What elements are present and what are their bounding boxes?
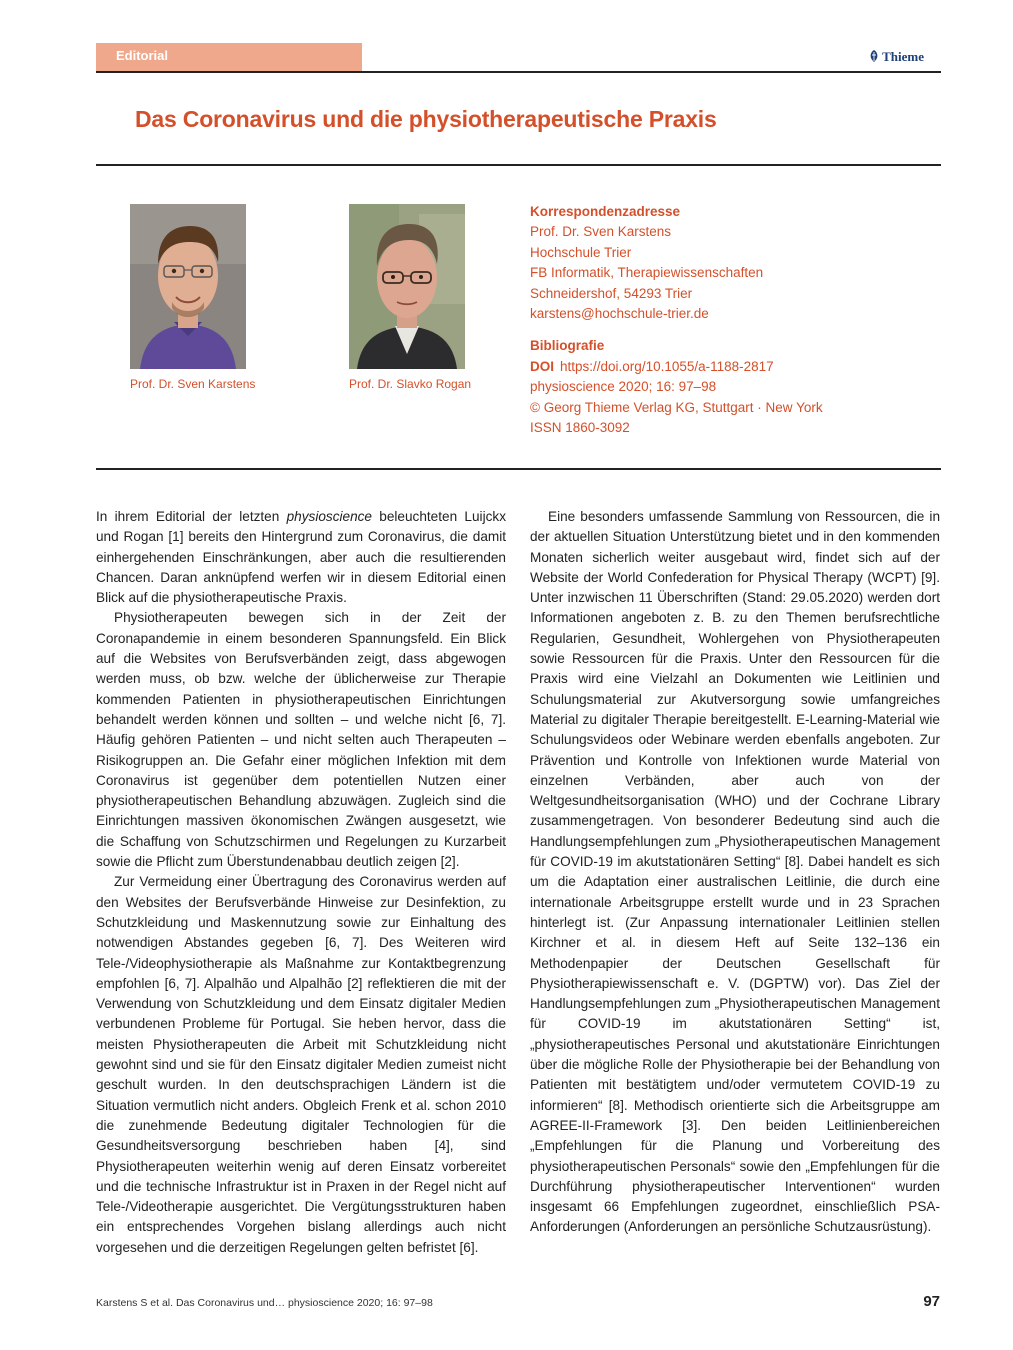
- author-caption-rogan: Prof. Dr. Slavko Rogan: [349, 377, 472, 391]
- article-title: Das Coronavirus und die physiotherapeutische Praxis: [135, 106, 717, 132]
- author-caption-karstens: Prof. Dr. Sven Karstens: [130, 377, 256, 391]
- article-info-block: [530, 202, 910, 438]
- publisher-name: Thieme: [882, 49, 924, 64]
- correspondence-department: FB Informatik, Therapiewissenschaften: [530, 265, 764, 281]
- correspondence-heading: Korrespondenzadresse: [530, 204, 681, 219]
- author-photo-rogan: [349, 204, 465, 369]
- doi-line: [530, 357, 910, 377]
- correspondence-institution: Hochschule Trier: [530, 244, 632, 260]
- citation-line: physioscience 2020; 16: 97–98: [530, 379, 717, 395]
- title-rule: [96, 164, 941, 166]
- body-column-left: [96, 507, 506, 1258]
- thieme-emblem-icon: [869, 50, 879, 62]
- correspondence-address: Schneidershof, 54293 Trier: [530, 285, 693, 301]
- copyright-line: © Georg Thieme Verlag KG, Stuttgart · New York: [530, 399, 823, 415]
- paragraph-text: beleuchteten Luijckx und Rogan [1] bereits den Hintergrund zum Coronavirus, die damit einhergehenden Einschränkungen, aber auch die resultierenden Chancen. Daran anknüpfend werfen wir in diesem Editorial einen Blick auf die physiotherapeutische Praxis.: [96, 509, 506, 606]
- body-column-right: [530, 507, 940, 1238]
- info-spacer: [530, 324, 910, 336]
- bibliography-heading: Bibliografie: [530, 338, 605, 354]
- paragraph: [96, 507, 506, 608]
- section-label: Editorial: [96, 43, 362, 71]
- doi-label: DOI: [530, 358, 555, 374]
- journal-name: physioscience: [286, 509, 372, 524]
- paragraph: Eine besonders umfassende Sammlung von Ressourcen, die in der aktuellen Situation Unterstützung bietet und in den kommenden Monaten sicherlich weiter ausgebaut wird, findet sich auf der Website der World Confederation for Physical Therapy (WCPT) [9]. Unter inzwischen 11 Überschriften (Stand: 29.05.2020) werden dort Informationen angeboten z. B. zu den Themen berufsrechtliche Regularien, Gesundheit, Wohlergehen von Physiotherapeuten sowie Ressourcen für die Praxis. Unter den Ressourcen für die Praxis wird eine Vielzahl an Dokumenten wie Leitlinien und Schulungsmaterial zur Akutversorgung sowie umfangreiches Material zu digitaler Therapie bereitgestellt. E-Learning-Material wie Schulungsvideos oder Webinare werden ebenfalls angeboten. Zur Prävention und Kontrolle von Infektionen wurde Material von einzelnen Verbänden, aber auch von der Weltgesundheitsorganisation (WHO) und der Cochrane Library zusammengetragen. Von besonderer Bedeutung sind auch die Handlungsempfehlungen zum „Physiotherapeutischen Management für COVID-19 im akutstationären Setting“ [8]. Dabei handelt es sich um die Adaptation einer australischen Leitlinie, die durch eine internationale Arbeitsgruppe erstellt wurde und in 23 Sprachen hinterlegt ist. (Zur Anpassung internationaler Leitlinien stellen Kirchner et al. in diesem Heft auf Seite 132–136 ein Methodenpapier der Deutschen Gesellschaft für Physiotherapiewissenschaft e. V. (DGPTW) vor). Das Ziel der Handlungsempfehlungen zum „Physiotherapeutischen Management für COVID-19 im akutstationären Setting“ ist, „physiotherapeutisches Personal und akutstationäre Einrichtungen über die mögliche Rolle der Physiotherapie bei der Behandlung von Patienten mit bestätigtem und/oder vermutetem COVID-19 zu informieren“ [8]. Methodisch orientierte sich die Arbeitsgruppe am AGREE-II-Framework [3]. Den beiden Leitlinienbereichen „Empfehlungen für die Planung und Vorbereitung des physiotherapeutischen Personals“ sowie den „Empfehlungen für die Durchführung physiotherapeutischer Interventionen“ wurden insgesamt 66 Empfehlungen zugeordnet, einschließlich PSA-Anforderungen (Anforderungen an persönliche Schutzausrüstung).: [530, 509, 940, 1235]
- correspondence-email[interactable]: karstens@hochschule-trier.de: [530, 306, 709, 322]
- paragraph: Physiotherapeuten bewegen sich in der Zeit der Coronapandemie in einem besonderen Spannungsfeld. Ein Blick auf die Websites von Berufsverbänden zeigt, dass abgewogen werden muss, ob bzw. welche der üblicherweise zur Therapie kommenden Patienten in physiotherapeutischen Einrichtungen behandelt werden können und sollten – und welche nicht [6, 7]. Häufig gehören Patienten – und nicht selten auch Therapeuten – Risikogruppen an. Die Gefahr einer möglichen Infektion mit dem Coronavirus ist gegenüber dem potentiellen Nutzen einer physiotherapeutischen Behandlung abzuwägen. Zugleich sind die Einrichtungen massiven ökonomischen Zwängen ausgesetzt, wie die Schaffung von Schutzschirmen und Regelungen zu Kurzarbeit sowie die Pflicht zum Überstundenabbau deutlich zeigen [2].: [96, 610, 506, 870]
- page-number: 97: [923, 1293, 940, 1310]
- footer-citation: Karstens S et al. Das Coronavirus und… physioscience 2020; 16: 97–98: [96, 1297, 433, 1309]
- header-bottom-rule: [96, 468, 941, 470]
- paragraph-text: In ihrem Editorial der letzten: [96, 509, 287, 524]
- doi-link[interactable]: https://doi.org/10.1055/a-1188-2817: [560, 358, 774, 374]
- paragraph: Zur Vermeidung einer Übertragung des Coronavirus werden auf den Websites der Berufsverbände Hinweise zur Desinfektion, zu Schutzkleidung und Maskennutzung sowie zur Einhaltung des notwendigen Abstandes gegeben [6, 7]. Des Weiteren wird Tele-/Videophysiotherapie als Maßnahme zur Kontaktbegrenzung empfohlen [6, 7]. Alpalhão und Alpalhão [2] reflektieren die mit der Verwendung von Schutzkleidung und dem Einsatz digitaler Medien verbundenen Probleme für Portugal. Sie heben hervor, dass die meisten Physiotherapeuten die Arbeit mit Schutzkleidung nicht gewohnt sind und sie für den Einsatz digitaler Medien zumeist nicht geschult wurden. In den deutschsprachigen Ländern ist die Situation vermutlich nicht anders. Obgleich Frenk et al. schon 2010 die zunehmende Bedeutung digitaler Technologien für die Gesundheitsversorgung beschrieben haben [4], sind Physiotherapeuten weiterhin wenig auf deren Einsatz vorbereitet und die technische Infrastruktur ist in Praxen in der Regel nicht auf Tele-/Videotherapie ausgerichtet. Die Vergütungsstrukturen haben ein entsprechendes Vorgehen bislang allerdings auch nicht vorgesehen und die derzeitigen Regelungen gelten befristet [6].: [96, 874, 506, 1255]
- author-photo-karstens: [130, 204, 246, 369]
- correspondence-name: Prof. Dr. Sven Karstens: [530, 224, 672, 240]
- header-rule: [96, 71, 941, 73]
- issn-line: ISSN 1860-3092: [530, 420, 630, 436]
- publisher-logo: [869, 49, 924, 65]
